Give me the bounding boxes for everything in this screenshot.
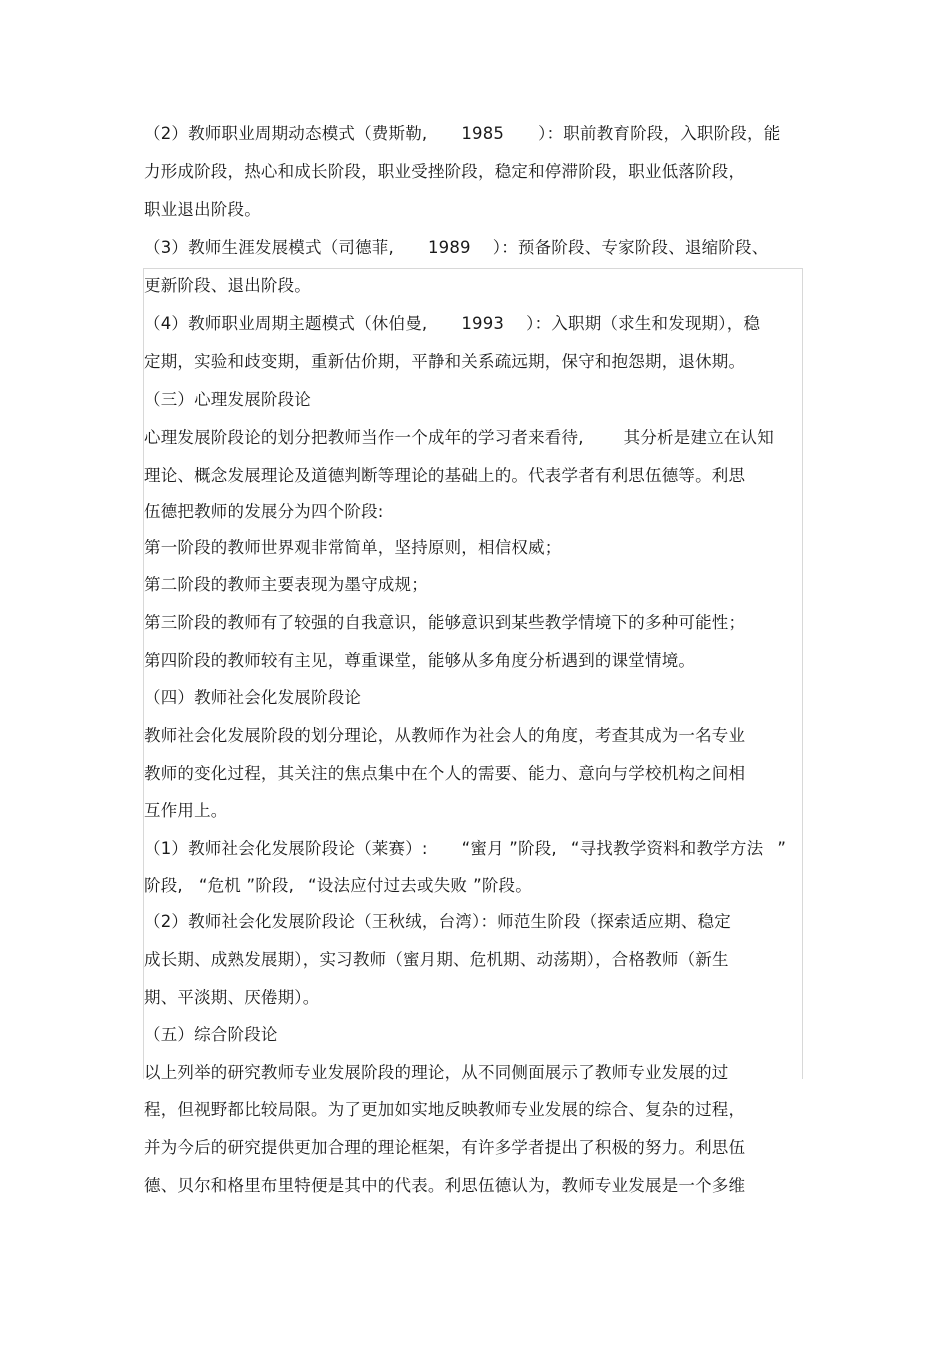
- text-line: 伍德把教师的发展分为四个阶段:: [144, 502, 384, 521]
- text-line: 并为今后的研究提供更加合理的理论框架，有许多学者提出了积极的努力。利思伍: [144, 1138, 746, 1157]
- text-line: 更新阶段、退出阶段。: [144, 276, 311, 295]
- text-segment: “蜜月 ”阶段,: [461, 839, 557, 858]
- text-line: [144, 309, 760, 339]
- text-segment: 阶段,: [144, 876, 183, 895]
- text-line: 理论、概念发展理论及道德判断等理论的基础上的。代表学者有利思伍德等。利思: [144, 466, 746, 485]
- text-line: 德、贝尔和格里布里特便是其中的代表。利思伍德认为，教师专业发展是一个多维: [144, 1176, 746, 1195]
- text-line: 第一阶段的教师世界观非常简单，坚持原则，相信权威；: [144, 538, 562, 557]
- section-heading: （四）教师社会化发展阶段论: [144, 688, 362, 707]
- text-segment: （2）教师职业周期动态模式（费斯勒,: [144, 124, 428, 143]
- quote-mark: ”: [777, 839, 787, 858]
- section-heading: （五）综合阶段论: [144, 1025, 278, 1044]
- text-segment: （1）教师社会化发展阶段论（莱赛）:: [144, 839, 428, 858]
- text-line: [144, 423, 774, 453]
- text-line: 程，但视野都比较局限。为了更加如实地反映教师专业发展的综合、复杂的过程，: [144, 1100, 746, 1119]
- text-line: 第三阶段的教师有了较强的自我意识，能够意识到某些教学情境下的多种可能性；: [144, 613, 746, 632]
- text-segment: “危机 ”阶段,: [198, 876, 295, 895]
- text-line: 教师社会化发展阶段的划分理论，从教师作为社会人的角度，考查其成为一名专业: [144, 726, 746, 745]
- section-heading: （三）心理发展阶段论: [144, 390, 311, 409]
- text-line: 第二阶段的教师主要表现为墨守成规；: [144, 575, 428, 594]
- text-line: 以上列举的研究教师专业发展阶段的理论，从不同侧面展示了教师专业发展的过: [144, 1063, 729, 1082]
- text-line: [144, 119, 780, 149]
- text-segment: ）：职前教育阶段，入职阶段，能: [538, 124, 781, 143]
- text-line: （2）教师社会化发展阶段论（王秋绒，台湾）：师范生阶段（探索适应期、稳定: [144, 912, 731, 931]
- text-line: 成长期、成熟发展期），实习教师（蜜月期、危机期、动荡期），合格教师（新生: [144, 950, 729, 969]
- text-line: 职业退出阶段。: [144, 200, 261, 219]
- year-text: 1993: [461, 314, 505, 333]
- text-segment: 心理发展阶段论的划分把教师当作一个成年的学习者来看待,: [144, 428, 584, 447]
- year-text: 1985: [461, 124, 505, 143]
- text-segment: ）：预备阶段、专家阶段、退缩阶段、: [492, 238, 769, 257]
- text-segment: “设法应付过去或失败: [308, 876, 468, 895]
- text-line: 期、平淡期、厌倦期）。: [144, 988, 320, 1007]
- text-segment: ”阶段。: [473, 876, 532, 895]
- text-line: 力形成阶段，热心和成长阶段，职业受挫阶段，稳定和停滞阶段，职业低落阶段，: [144, 162, 746, 181]
- text-line: [144, 233, 768, 263]
- text-line: [144, 871, 532, 901]
- text-segment: （4）教师职业周期主题模式（休伯曼,: [144, 314, 428, 333]
- text-line: 第四阶段的教师较有主见，尊重课堂，能够从多角度分析遇到的课堂情境。: [144, 651, 696, 670]
- text-line: 互作用上。: [144, 801, 228, 820]
- text-segment: ）：入职期（求生和发现期），稳: [526, 314, 761, 333]
- text-segment: （3）教师生涯发展模式（司德菲,: [144, 238, 394, 257]
- text-segment: 其分析是建立在认知: [623, 428, 774, 447]
- text-segment: “寻找教学资料和教学方法: [570, 839, 764, 858]
- text-line: [144, 834, 786, 864]
- text-line: 教师的变化过程，其关注的焦点集中在个人的需要、能力、意向与学校机构之间相: [144, 764, 746, 783]
- text-line: 定期，实验和歧变期，重新估价期，平静和关系疏远期，保守和抱怨期，退休期。: [144, 352, 746, 371]
- year-text: 1989: [427, 238, 471, 257]
